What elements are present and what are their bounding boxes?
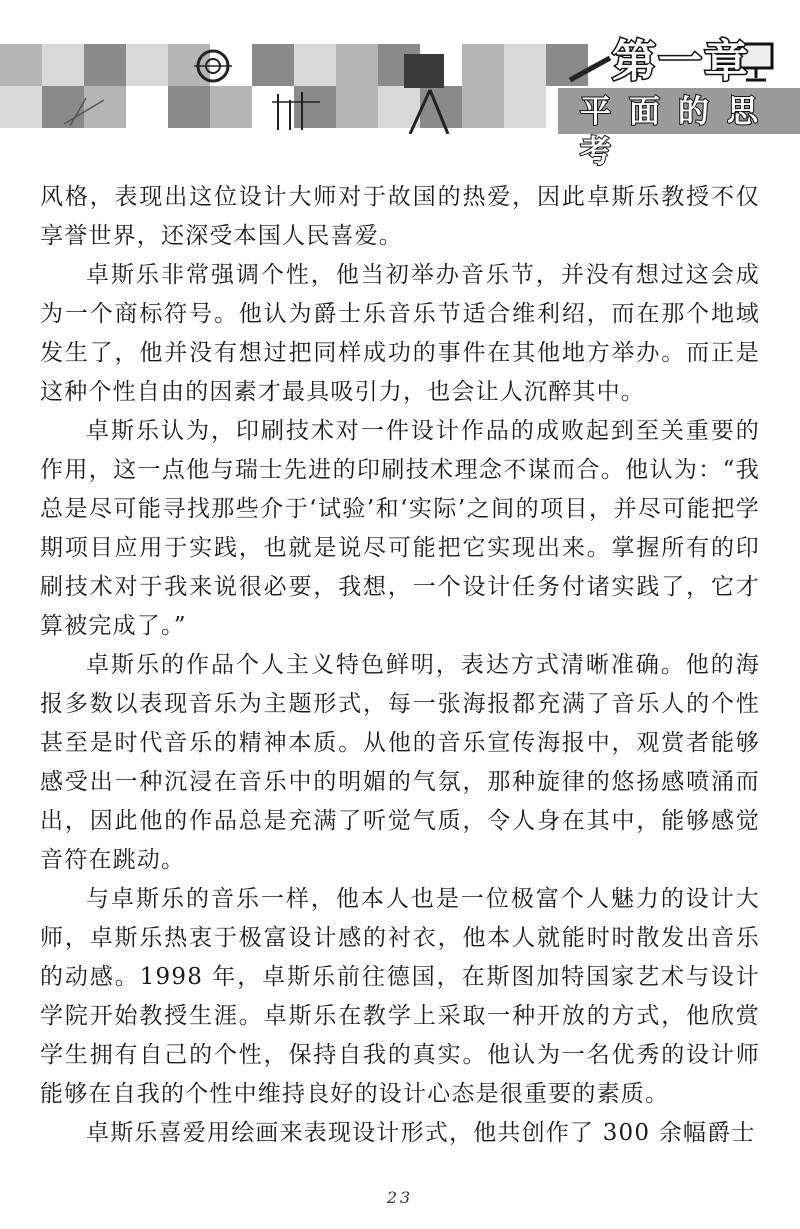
header-tile xyxy=(168,86,210,128)
header-tile xyxy=(252,44,294,86)
paragraph: 卓斯乐喜爱用绘画来表现设计形式，他共创作了 300 余幅爵士 xyxy=(86,1120,756,1146)
header-tile xyxy=(210,86,252,128)
header-tile xyxy=(126,44,168,86)
compass-sketch-icon xyxy=(188,46,238,86)
header-tile xyxy=(294,44,336,86)
header-tile xyxy=(42,44,84,86)
header-tile xyxy=(0,44,42,86)
header-tile xyxy=(336,86,378,128)
architecture-sketch-icon xyxy=(270,88,330,130)
drawing-tools-sketch-icon xyxy=(400,50,460,134)
header-tile xyxy=(504,86,546,128)
header-tile xyxy=(462,44,504,86)
body-text xyxy=(40,178,760,1153)
pencil-icon xyxy=(566,54,614,84)
header-tile xyxy=(84,44,126,86)
header-tile xyxy=(504,44,546,86)
header-tile xyxy=(462,86,504,128)
paragraph: 卓斯乐非常强调个性，他当初举办音乐节，并没有想过这会成为一个商标符号。他认为爵士乐音乐节适合维利绍，而在那个地域发生了，他并没有想过把同样成功的事件在其他地方举办。而正是这种个性自由的因素才最具吸引力，也会让人沉醉其中。 xyxy=(40,262,760,405)
header-tile xyxy=(0,86,42,128)
chapter-header-banner xyxy=(0,0,800,170)
header-tile xyxy=(336,44,378,86)
paragraph: 卓斯乐认为，印刷技术对一件设计作品的成败起到至关重要的作用，这一点他与瑞士先进的印刷技术理念不谋而合。他认为：“我总是尽可能寻找那些介于‘试验’和‘实际’之间的项目，并尽可能把学期项目应用于实践，也就是说尽可能把它实现出来。掌握所有的印刷技术对于我来说很必要，我想，一个设计任务付诸实践了，它才算被完成了。” xyxy=(40,418,760,639)
page-number: 23 xyxy=(386,1188,414,1207)
paragraph: 卓斯乐的作品个人主义特色鲜明，表达方式清晰准确。他的海报多数以表现音乐为主题形式，每一张海报都充满了音乐人的个性甚至是时代音乐的精神本质。从他的音乐宣传海报中，观赏者能够感受出一种沉浸在音乐中的明媚的气氛，那种旋律的悠扬感喷涌而出，因此他的作品总是充满了听觉气质，令人身在其中，能够感觉音符在跳动。 xyxy=(40,652,760,873)
chapter-subtitle: 平面的思考 xyxy=(580,94,776,170)
paragraph: 风格，表现出这位设计大师对于故国的热爱，因此卓斯乐教授不仅享誉世界，还深受本国人民喜爱。 xyxy=(40,184,760,249)
pen-sketch-icon xyxy=(60,94,110,128)
chapter-title: 第一章 xyxy=(612,36,750,87)
paragraph: 与卓斯乐的音乐一样，他本人也是一位极富个人魅力的设计大师，卓斯乐热衷于极富设计感的衬衣，他本人就能时时散发出音乐的动感。1998 年，卓斯乐前往德国，在斯图加特国家艺术与设计学院开始教授生涯。卓斯乐在教学上采取一种开放的方式，他欣赏学生拥有自己的个性，保持自我的真实。他认为一名优秀的设计师能够在自我的个性中维持良好的设计心态是很重要的素质。 xyxy=(40,886,760,1107)
